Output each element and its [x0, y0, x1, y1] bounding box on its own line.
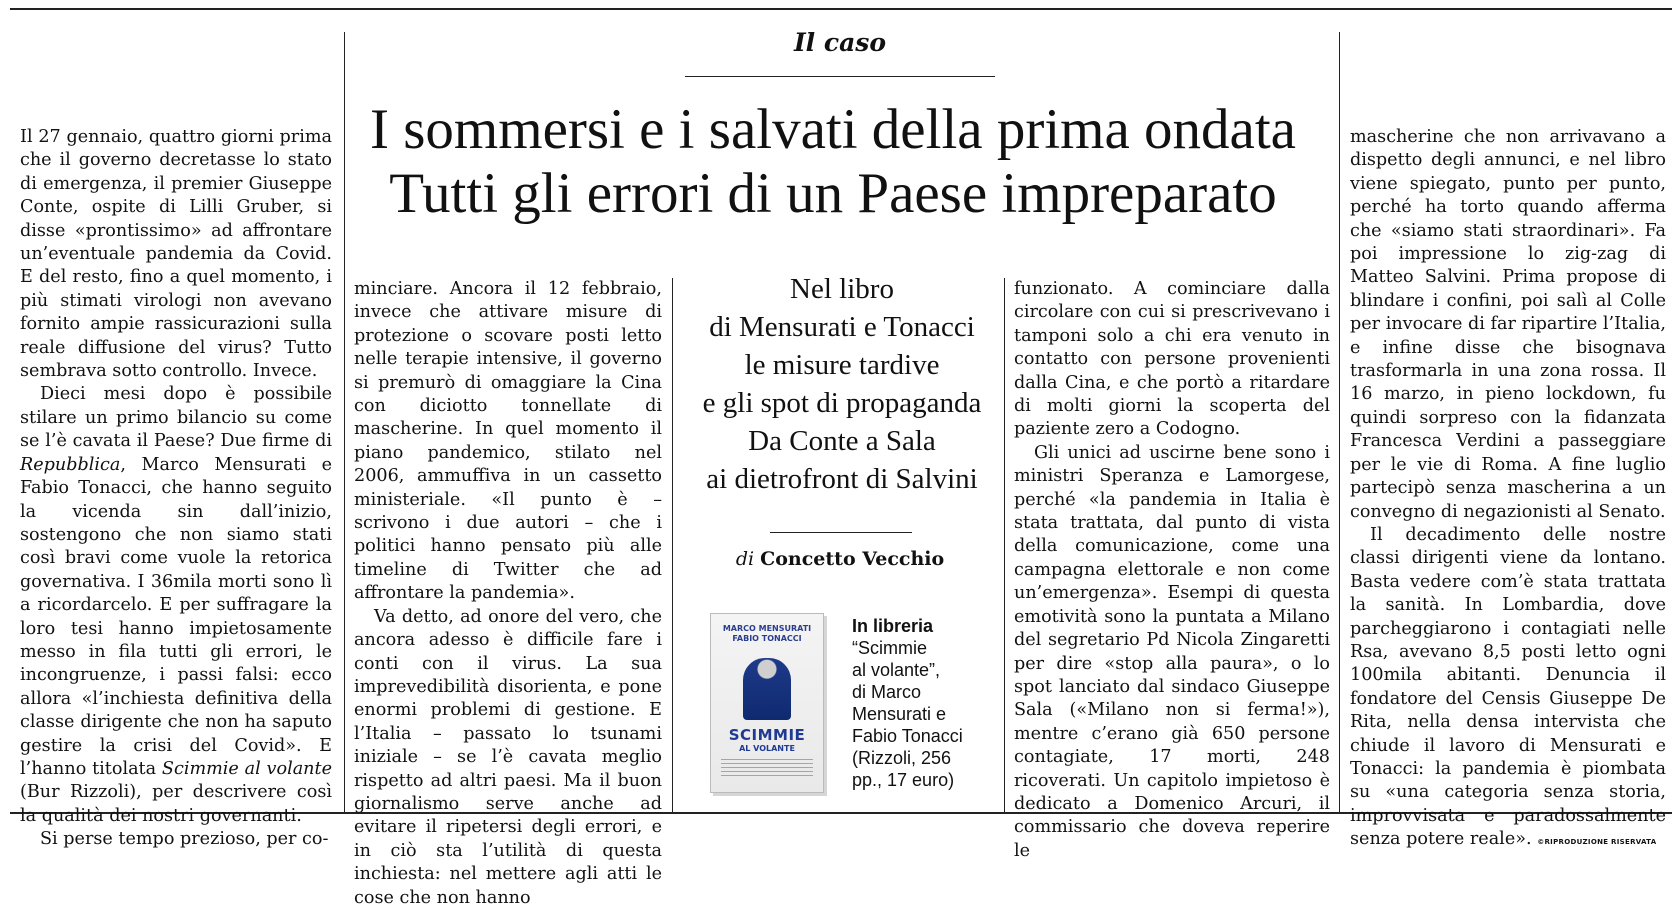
divider-left — [344, 32, 345, 812]
paragraph: funzionato. A cominciare dalla circolare con cui si prescrivevano i tamponi solo a chi era venuto in contatto con persone provenienti dalla Cina, e che portò a ritardare di molti giorni la scoperta del paziente zero a Codogno. — [1014, 279, 1330, 440]
text-run: Il decadimento delle nostre classi dirigenti viene da lontano. Basta vedere com’è stata trattata la sanità. In Lombardia, dove parcheggiarono i contagiati nelle Rsa, avevano 8,5 posti letto ogni 100mila abitanti. Denuncia il fondatore del Censis Giuseppe De Rita, nella densa intervista che chiude il lavoro di Mensurati e Tonacci: la pandemia è piombata su «una categoria senza storia, improvvisata e paradossalmente senza potere reale». — [1350, 524, 1666, 850]
subhead-line: Da Conte a Sala — [748, 425, 936, 457]
article-column-4 — [1350, 126, 1666, 855]
book-title: Scimmie al volante — [161, 758, 332, 779]
paragraph: minciare. Ancora il 12 febbraio, invece che attivare misure di protezione o scovare posti letto nelle terapie intensive, il governo si premurò di omaggiare la Cina con diciotto tonnellate di mascherine. In quel momento il piano pandemico, stilato nel 2006, ammuffiva in un cassetto ministeriale. «Il punto è – scrivono i due autori – che i politici hanno pensato più alle timeline di Twitter che ad affrontare la pandemia». — [354, 279, 662, 604]
headline-line-2: Tutti gli errori di un Paese impreparato — [389, 162, 1277, 225]
article-column-3 — [1014, 278, 1330, 863]
paragraph: Gli unici ad uscirne bene sono i ministri Speranza e Lamorgese, perché «la pandemia in Italia è stata trattata, dal punto di vista della comunicazione, come una campagna elettorale e non come un’emergenza». Esempi di questa emotività sono la puntata a Milano del segretario Pd Nicola Zingaretti per dire «stop alla paura», o lo spot lanciato dal sindaco Giuseppe Sala («Milano non si ferma!»), mentre c’erano già 650 persone contagiate, 17 morti, 248 ricoverati. Un capitolo impietoso è dedicato a Domenico Arcuri, il commissario che doveva reperire le — [1014, 442, 1330, 861]
subhead-line: e gli spot di propaganda — [702, 387, 982, 419]
paragraph: Si perse tempo prezioso, per co- — [40, 829, 329, 850]
book-info-line: Fabio Tonacci — [852, 726, 963, 746]
paragraph — [20, 383, 332, 828]
kicker: Il caso — [793, 28, 887, 57]
text-run: Dieci mesi dopo è possibile stilare un primo bilancio su come se l’è cavata il Paese? Due firme di — [20, 384, 332, 452]
subheadline — [672, 270, 1012, 498]
book-info-label: In libreria — [852, 616, 934, 636]
byline — [680, 548, 1000, 570]
divider-right — [1339, 32, 1340, 812]
article-column-2 — [354, 278, 662, 910]
book-cover-subtitle: AL VOLANTE — [739, 744, 795, 753]
headline — [348, 98, 1318, 226]
text-run: , Marco Mensurati e Fabio Tonacci, che hanno seguito la vicenda sin dall’inizio, sostengono che non siamo stati così bravi come vuole la retorica governativa. I 36mila morti sono lì a ricordarcelo. E per suffragare la loro tesi hanno impietosamente messo in fila tutti gli errori, le incongruenze, i passi falsi: ecco allora «l’inchiesta definitiva della classe dirigente che non ha saputo gestire la crisi del Covid». E l’hanno titolata — [20, 454, 332, 779]
subhead-line: ai dietrofront di Salvini — [706, 463, 978, 495]
text-run: (Bur Rizzoli), per descrivere così la qualità dei nostri governanti. — [20, 782, 332, 826]
book-cover-figure-icon — [743, 658, 791, 720]
book-info-line: (Rizzoli, 256 — [852, 748, 952, 768]
subhead-line: Nel libro — [790, 273, 894, 305]
copyright-notice: ©RIPRODUZIONE RISERVATA — [1537, 838, 1657, 847]
book-info-line: “Scimmie — [852, 638, 927, 658]
byline-rule — [770, 532, 912, 533]
book-info-line: di Marco — [852, 682, 922, 702]
top-rule — [10, 8, 1672, 10]
book-info — [852, 615, 1002, 791]
paragraph: Il 27 gennaio, quattro giorni prima che il governo decretasse lo stato di emergenza, il premier Giuseppe Conte, ospite di Lilli Gruber, si disse «prontissimo» ad affrontare un’eventuale pandemia da Covid. E del resto, fino a quel momento, i più stimati virologi non avevano fornito ampie rassicurazioni sulla reale diffusione del virus? Tutto sembrava sotto controllo. Invece. — [20, 127, 332, 382]
headline-line-1: I sommersi e i salvati della prima ondata — [370, 98, 1296, 161]
subhead-line: di Mensurati e Tonacci — [709, 311, 975, 343]
book-info-line: al volante”, — [852, 660, 941, 680]
article-column-1 — [20, 126, 332, 852]
book-info-line: Mensurati e — [852, 704, 947, 724]
book-cover-title: SCIMMIE — [728, 726, 806, 744]
kicker-underline — [685, 76, 995, 77]
subhead-line: le misure tardive — [744, 349, 940, 381]
paragraph — [1350, 524, 1666, 855]
byline-prefix: di — [735, 548, 755, 570]
book-cover-authors: MARCO MENSURATI FABIO TONACCI — [722, 624, 812, 643]
book-info-line: pp., 17 euro) — [852, 770, 955, 790]
paragraph: mascherine che non arrivavano a dispetto degli annunci, e nel libro viene spiegato, punto per punto, perché ha torto quando afferma che «siamo stati straordinari». Fa poi impressione lo zig-zag di Matteo Salvini. Prima propose di blindare i confini, poi salì al Colle per invocare di far ripartire l’Italia, e infine disse che bisognava trasformarla in una zona rossa. Il 16 marzo, in pieno lockdown, fu quindi sorpreso con la fidanzata Francesca Verdini a passeggiare per le vie di Roma. A fine luglio partecipò senza mascherina a un convegno di negazionisti al Senato. — [1350, 127, 1666, 522]
paragraph: Va detto, ad onore del vero, che ancora adesso è difficile fare i conti con il virus. La sua imprevedibilità disorienta, e pone enormi problemi di gestione. E l’Italia – passato lo tsunami iniziale – se l’è cavata meglio rispetto ad altri paesi. Ma il buon giornalismo serve anche ad evitare il ripetersi degli errori, e in ciò sta l’utilità di questa inchiesta: nel mettere agli atti le cose che non hanno — [354, 606, 662, 908]
book-cover-blurb — [721, 759, 813, 779]
newspaper-name: Repubblica — [20, 454, 121, 475]
book-cover — [710, 613, 824, 793]
byline-author: Concetto Vecchio — [760, 548, 945, 570]
